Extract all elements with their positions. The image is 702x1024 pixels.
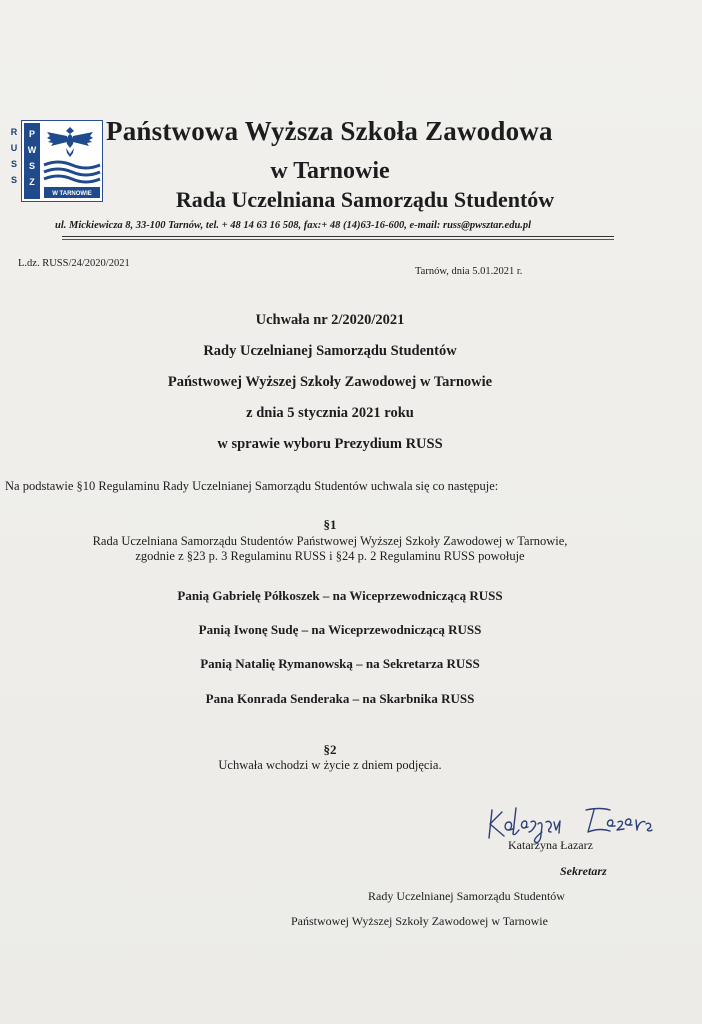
reference-number: L.dz. RUSS/24/2020/2021: [18, 258, 130, 269]
eagle-logo-icon: [22, 121, 102, 201]
section-1: [20, 517, 640, 564]
appointment-item: Panią Gabrielę Półkoszek – na Wiceprzewodniczącą RUSS: [177, 588, 503, 603]
council-name: Rada Uczelniana Samorządu Studentów: [175, 187, 555, 212]
signer-name: Katarzyna Łazarz: [508, 838, 593, 852]
signer-role: Sekretarz: [560, 864, 607, 878]
title-line: Rady Uczelnianej Samorządu Studentów: [203, 343, 457, 359]
signer-body-line: Państwowej Wyższej Szkoły Zawodowej w Tarnowie: [291, 914, 548, 928]
appointment-item: Pana Konrada Senderaka – na Skarbnika RUSS: [205, 691, 475, 706]
title-line: Państwowej Wyższej Szkoły Zawodowej w Tarnowie: [167, 374, 493, 390]
section-text: Rada Uczelniana Samorządu Studentów Państwowej Wyższej Szkoły Zawodowej w Tarnowie,: [92, 534, 568, 548]
institution-name: Państwowa Wyższa Szkoła Zawodowa: [106, 116, 553, 146]
signer-body-line: Rady Uczelnianej Samorządu Studentów: [368, 889, 565, 903]
svg-text:P: P: [28, 129, 36, 139]
svg-text:Z: Z: [29, 177, 35, 187]
svg-text:S: S: [28, 161, 36, 171]
legal-basis: Na podstawie §10 Regulaminu Rady Uczelnianej Samorządu Studentów uchwala się co następuje:: [5, 479, 499, 493]
title-line: Uchwała nr 2/2020/2021: [255, 312, 405, 328]
address-line: ul. Mickiewicza 8, 33-100 Tarnów, tel. + 48 14 63 16 508, fax:+ 48 (14)63-16-600, e-mail: russ@pwsztar.edu.pl: [55, 220, 532, 231]
place-date: Tarnów, dnia 5.01.2021 r.: [415, 266, 523, 277]
header-divider-secondary: [62, 239, 614, 240]
svg-text:W TARNOWIE: W TARNOWIE: [52, 191, 92, 197]
title-line: z dnia 5 stycznia 2021 roku: [246, 405, 414, 421]
resolution-title: [100, 310, 560, 465]
title-line: w sprawie wyboru Prezydium RUSS: [217, 436, 443, 452]
section-text: zgodnie z §23 p. 3 Regulaminu RUSS i §24 p. 2 Regulaminu RUSS powołuje: [135, 549, 525, 563]
section-text: Uchwała wchodzi w życie z dniem podjęcia.: [218, 758, 442, 772]
logo-side-letters: R U S S: [10, 127, 18, 185]
section-sign: §2: [323, 742, 337, 757]
svg-text:W: W: [27, 145, 37, 155]
appointment-item: Panią Iwonę Sudę – na Wiceprzewodniczącą RUSS: [198, 622, 482, 637]
institution-city: w Tarnowie: [270, 158, 390, 184]
header-divider: [62, 236, 614, 237]
section-sign: §1: [323, 517, 337, 532]
appointment-item: Panią Natalię Rymanowską – na Sekretarza RUSS: [200, 656, 480, 671]
pwsz-logo: [21, 120, 103, 202]
section-2: [150, 742, 510, 773]
